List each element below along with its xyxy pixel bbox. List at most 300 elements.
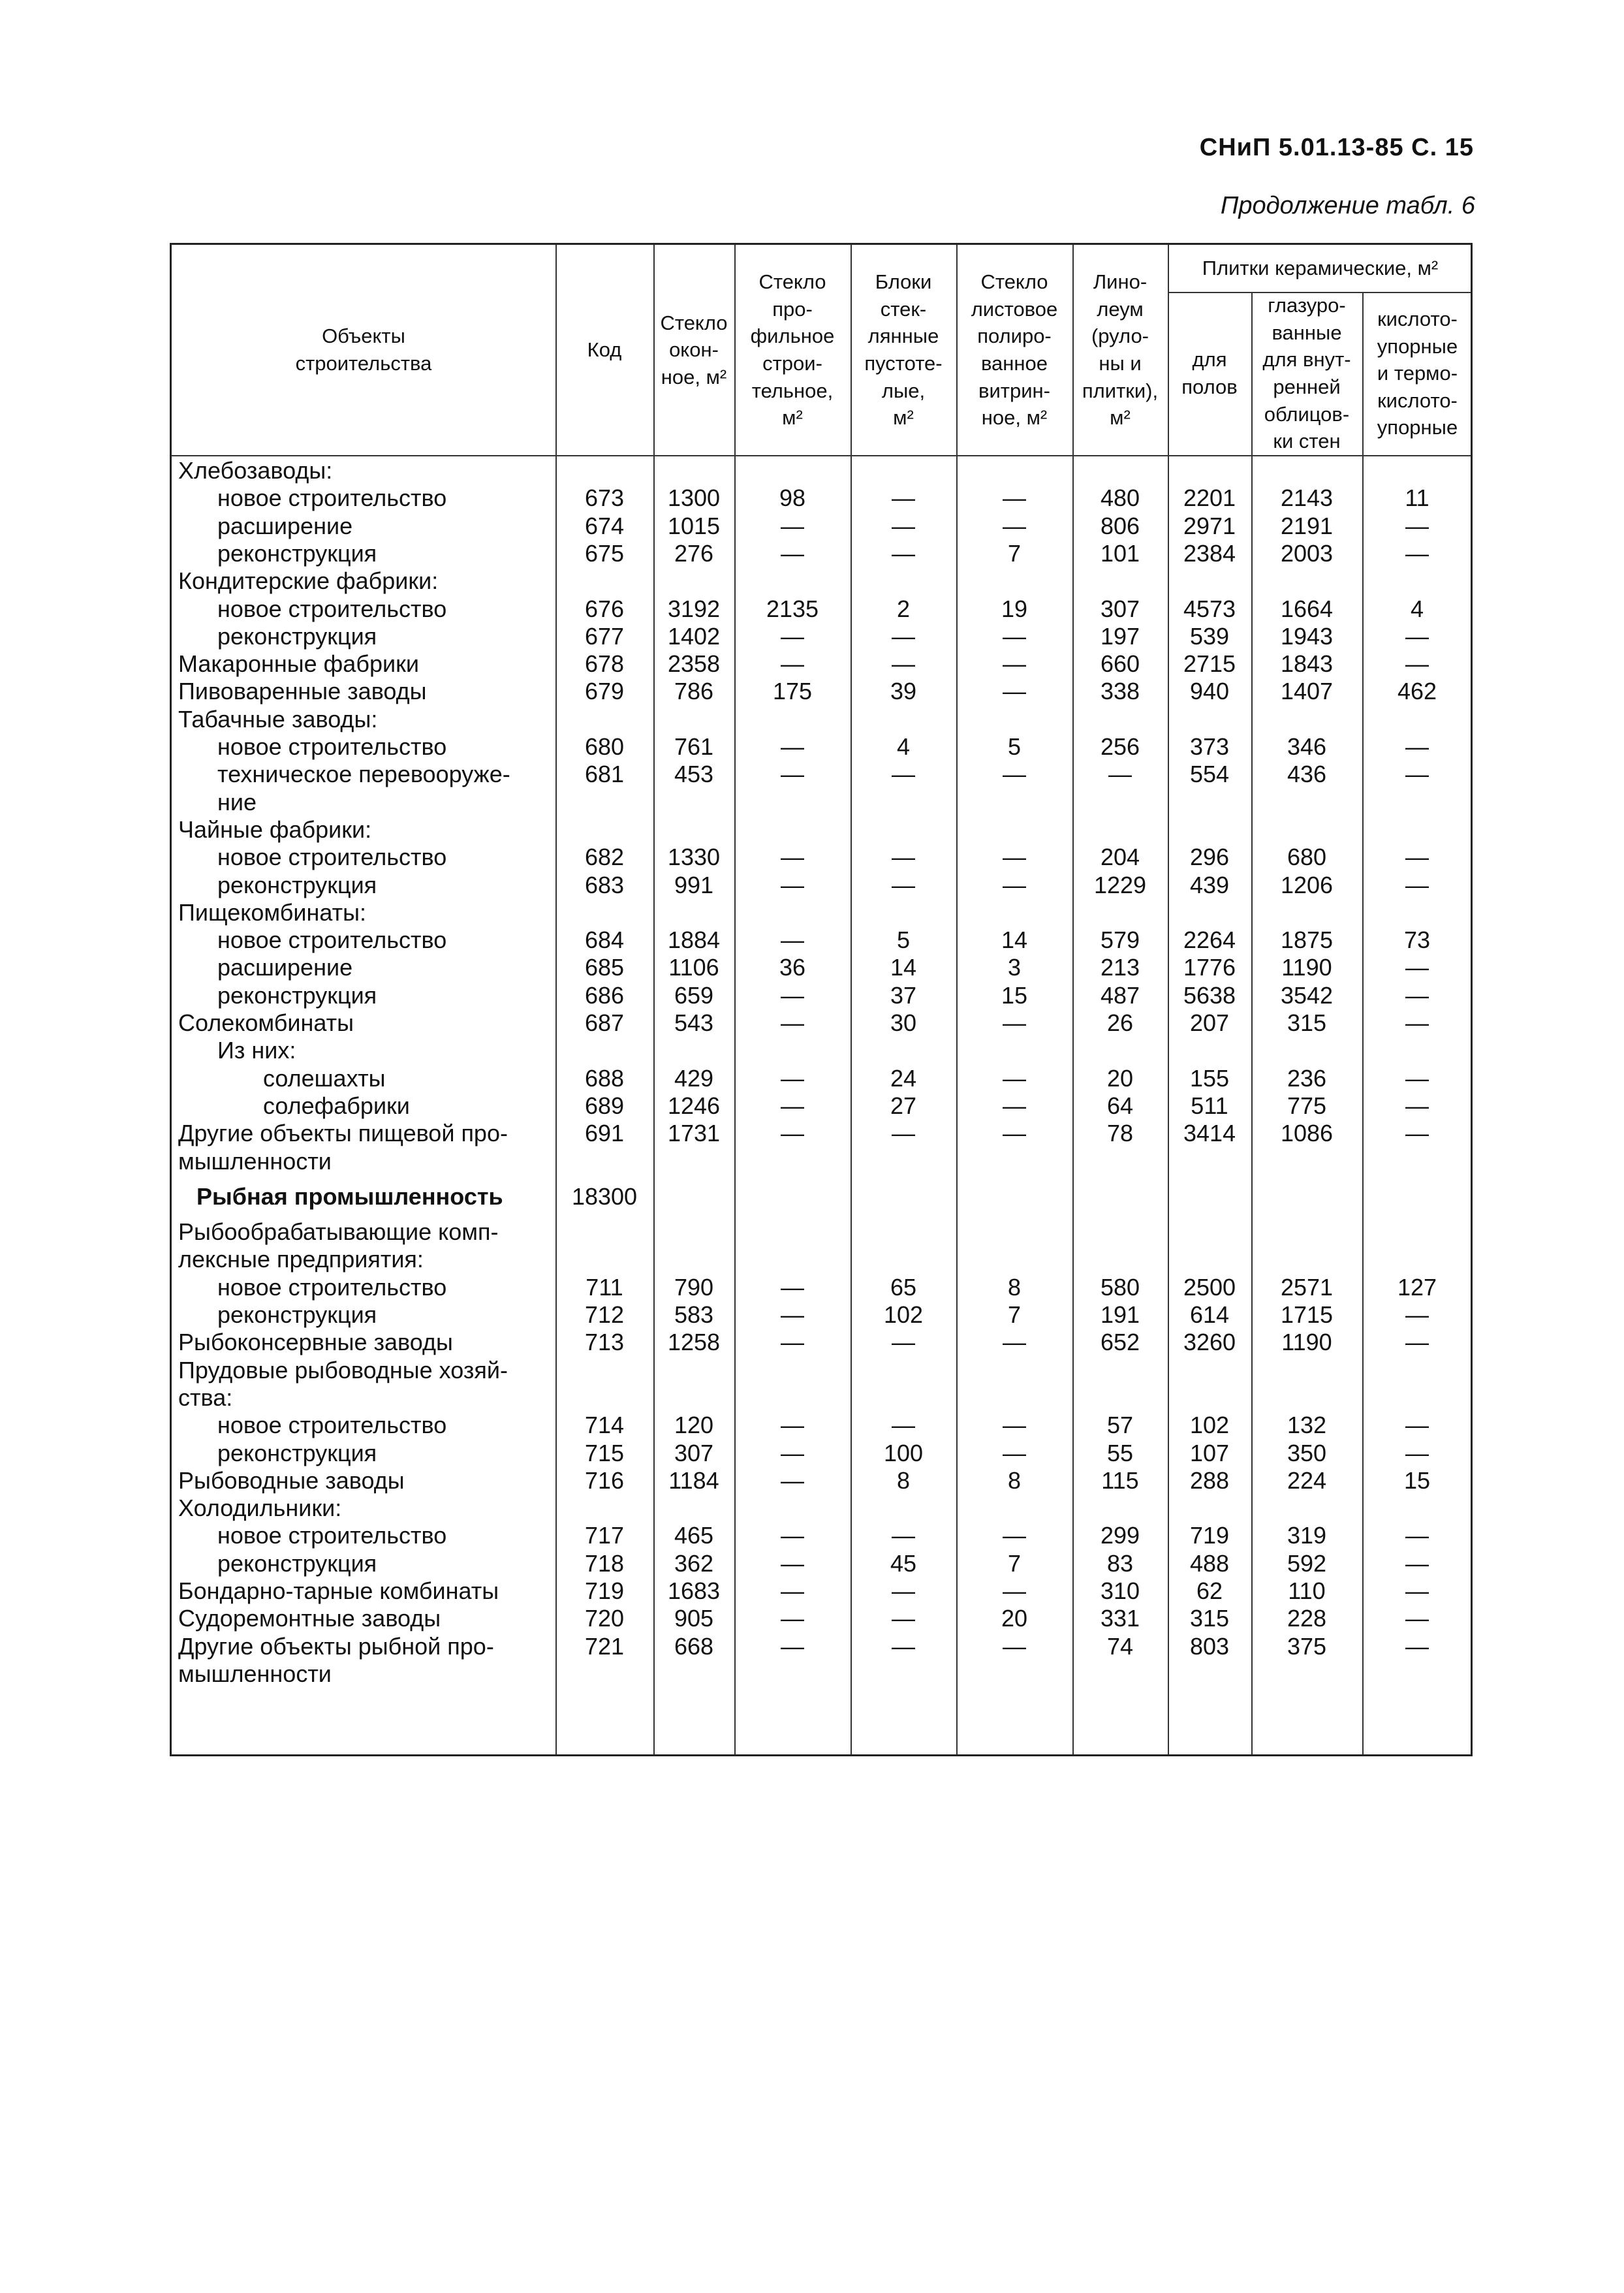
row-value: — <box>1405 954 1429 981</box>
row-value: 57 <box>1106 1412 1134 1439</box>
row-value: 15 <box>1403 1466 1431 1494</box>
row-label: ние <box>217 788 257 815</box>
row-value: 373 <box>1189 733 1230 760</box>
row-value: 26 <box>1106 1009 1134 1036</box>
header-glass-profile: Стекло про- фильное строи- тельное, м² <box>750 270 835 430</box>
table-row <box>172 1412 1471 1439</box>
row-value: 2003 <box>1280 539 1334 567</box>
row-value: 27 <box>890 1092 917 1119</box>
row-value: — <box>781 1412 804 1439</box>
row-value: 8 <box>896 1466 911 1494</box>
row-value: — <box>1405 1092 1429 1119</box>
row-value: 315 <box>1287 1009 1327 1036</box>
row-code: 714 <box>584 1412 625 1439</box>
row-code: 683 <box>584 871 625 898</box>
row-value: 102 <box>1189 1412 1230 1439</box>
row-value: — <box>1003 1009 1026 1036</box>
table-row <box>172 1183 1471 1210</box>
row-value: 1875 <box>1280 926 1334 954</box>
row-label: Пивоваренные заводы <box>178 678 427 705</box>
row-value: 14 <box>1001 926 1028 954</box>
row-code: 682 <box>584 844 625 871</box>
row-value: — <box>1003 761 1026 788</box>
row-value: — <box>1405 1064 1429 1092</box>
row-value: 98 <box>779 484 806 512</box>
table-row <box>172 789 1471 816</box>
row-code: 717 <box>584 1522 625 1549</box>
row-value: — <box>1405 1632 1429 1660</box>
table-row <box>172 1577 1471 1605</box>
table-row <box>172 1274 1471 1301</box>
row-value: — <box>1405 844 1429 871</box>
row-value: 3 <box>1007 954 1022 981</box>
row-value: 806 <box>1100 512 1140 539</box>
row-value: 453 <box>674 761 714 788</box>
table-row <box>172 540 1471 567</box>
row-label: Рыбоконсервные заводы <box>178 1329 453 1356</box>
row-value: — <box>781 1120 804 1147</box>
row-value: — <box>781 1549 804 1577</box>
row-value: 1884 <box>667 926 721 954</box>
row-value: 132 <box>1287 1412 1327 1439</box>
row-code: 677 <box>584 622 625 650</box>
row-value: 659 <box>674 981 714 1009</box>
row-value: 465 <box>674 1522 714 1549</box>
row-value: 2264 <box>1183 926 1236 954</box>
row-value: — <box>781 844 804 871</box>
row-value: 319 <box>1287 1522 1327 1549</box>
table-row <box>172 1605 1471 1632</box>
table-row <box>172 816 1471 844</box>
row-value: 8 <box>1007 1466 1022 1494</box>
row-value: 7 <box>1007 1549 1022 1577</box>
row-label: мышленности <box>178 1147 332 1175</box>
row-label: новое строительство <box>217 1522 447 1549</box>
row-value: 4 <box>896 733 911 760</box>
table-row <box>172 899 1471 926</box>
row-value: 20 <box>1001 1605 1028 1632</box>
row-label: Судоремонтные заводы <box>178 1605 441 1632</box>
row-value: 1086 <box>1280 1120 1334 1147</box>
row-value: — <box>781 761 804 788</box>
row-value: 175 <box>772 678 813 705</box>
row-value: 991 <box>674 871 714 898</box>
row-code: 687 <box>584 1009 625 1036</box>
row-value: — <box>892 1522 915 1549</box>
row-value: 3192 <box>667 595 721 622</box>
row-value: 224 <box>1287 1466 1327 1494</box>
row-value: 1943 <box>1280 622 1334 650</box>
row-value: — <box>781 1092 804 1119</box>
row-label: солефабрики <box>263 1092 410 1119</box>
row-value: 299 <box>1100 1522 1140 1549</box>
row-value: 7 <box>1007 1301 1022 1328</box>
row-value: 74 <box>1106 1632 1134 1660</box>
row-label: Пищекомбинаты: <box>178 898 366 926</box>
row-value: 115 <box>1101 1466 1139 1494</box>
row-value: 55 <box>1106 1439 1134 1466</box>
row-value: 614 <box>1189 1301 1230 1328</box>
table-row <box>172 954 1471 981</box>
row-label: новое строительство <box>217 1273 447 1301</box>
row-value: 660 <box>1100 650 1140 678</box>
table-row <box>172 1065 1471 1092</box>
header-divider <box>172 455 1471 456</box>
row-code: 680 <box>584 733 625 760</box>
row-value: — <box>1405 1301 1429 1328</box>
table-row <box>172 1660 1471 1688</box>
row-value: — <box>892 539 915 567</box>
row-value: — <box>892 1605 915 1632</box>
row-value: 204 <box>1100 844 1140 871</box>
row-value: — <box>1003 844 1026 871</box>
row-value: 5638 <box>1183 981 1236 1009</box>
row-value: — <box>892 512 915 539</box>
row-value: — <box>1003 1092 1026 1119</box>
row-code: 681 <box>584 761 625 788</box>
header-objects: Объекты строительства <box>295 324 432 375</box>
row-value: 213 <box>1100 954 1140 981</box>
row-value: 2971 <box>1183 512 1236 539</box>
row-value: 761 <box>674 733 714 760</box>
row-value: — <box>1405 650 1429 678</box>
row-value: — <box>892 1577 915 1604</box>
table-row <box>172 484 1471 512</box>
row-value: 4573 <box>1183 595 1236 622</box>
row-value: 1106 <box>668 954 719 981</box>
row-value: 790 <box>674 1273 714 1301</box>
row-label: новое строительство <box>217 484 447 512</box>
row-value: — <box>1405 622 1429 650</box>
table-row <box>172 513 1471 540</box>
row-label: новое строительство <box>217 844 447 871</box>
page-reference: СНиП 5.01.13-85 С. 15 <box>1199 134 1474 161</box>
row-value: — <box>1405 871 1429 898</box>
row-value: — <box>892 650 915 678</box>
row-label: реконструкция <box>217 1439 377 1466</box>
row-label: солешахты <box>263 1064 386 1092</box>
row-value: 1184 <box>668 1466 719 1494</box>
row-value: 803 <box>1189 1632 1230 1660</box>
row-value: 1246 <box>667 1092 721 1119</box>
row-code: 678 <box>584 650 625 678</box>
row-value: 8 <box>1007 1273 1022 1301</box>
row-label: Рыбообрабатывающие комп- <box>178 1218 499 1246</box>
table-row <box>172 457 1471 484</box>
row-value: — <box>781 733 804 760</box>
row-value: 592 <box>1287 1549 1327 1577</box>
row-value: 37 <box>890 981 917 1009</box>
row-value: 2500 <box>1183 1273 1236 1301</box>
row-value: 110 <box>1288 1577 1326 1604</box>
row-value: 2571 <box>1280 1273 1334 1301</box>
row-value: 362 <box>674 1549 714 1577</box>
row-value: 228 <box>1287 1605 1327 1632</box>
row-value: 1190 <box>1281 1329 1332 1356</box>
table-row <box>172 706 1471 733</box>
row-label: Табачные заводы: <box>178 705 378 733</box>
row-value: — <box>1003 1120 1026 1147</box>
row-label: Хлебозаводы: <box>178 457 333 484</box>
table-row <box>172 1246 1471 1273</box>
row-label: Из них: <box>217 1037 296 1064</box>
row-value: — <box>1405 981 1429 1009</box>
row-value: — <box>1405 1549 1429 1577</box>
row-label: расширение <box>217 954 353 981</box>
row-value: — <box>1003 871 1026 898</box>
row-value: — <box>892 1120 915 1147</box>
table-row <box>172 1494 1471 1522</box>
row-label: лексные предприятия: <box>178 1246 424 1273</box>
row-value: 1843 <box>1280 650 1334 678</box>
row-value: — <box>1003 484 1026 512</box>
row-value: — <box>781 1439 804 1466</box>
row-value: 539 <box>1189 622 1230 650</box>
row-value: — <box>1405 1120 1429 1147</box>
row-label: новое строительство <box>217 1412 447 1439</box>
row-value: — <box>1003 1439 1026 1466</box>
row-label: Прудовые рыбоводные хозяй- <box>178 1356 508 1384</box>
table-row <box>172 1009 1471 1037</box>
row-value: — <box>1405 1329 1429 1356</box>
row-value: 107 <box>1189 1439 1230 1466</box>
row-value: — <box>1003 1632 1026 1660</box>
row-value: 786 <box>674 678 714 705</box>
table-row <box>172 1218 1471 1246</box>
data-table <box>170 243 1473 1756</box>
row-code: 684 <box>584 926 625 954</box>
row-value: — <box>781 926 804 954</box>
row-value: 36 <box>779 954 806 981</box>
row-code: 711 <box>586 1273 623 1301</box>
row-value: — <box>1405 512 1429 539</box>
row-value: — <box>1405 761 1429 788</box>
row-value: 1229 <box>1093 871 1147 898</box>
row-value: 1683 <box>667 1577 721 1604</box>
row-value: 429 <box>674 1064 714 1092</box>
row-value: 73 <box>1403 926 1431 954</box>
row-value: — <box>892 1329 915 1356</box>
row-value: — <box>1405 1605 1429 1632</box>
row-code: 688 <box>584 1064 625 1092</box>
row-value: — <box>781 1064 804 1092</box>
row-value: 307 <box>1100 595 1140 622</box>
row-value: 4 <box>1410 595 1424 622</box>
row-value: 120 <box>674 1412 714 1439</box>
row-code: 686 <box>584 981 625 1009</box>
row-value: — <box>781 871 804 898</box>
row-value: — <box>1003 622 1026 650</box>
row-value: 15 <box>1001 981 1028 1009</box>
table-row <box>172 1120 1471 1147</box>
row-label: реконструкция <box>217 539 377 567</box>
row-label: Чайные фабрики: <box>178 815 372 843</box>
row-value: — <box>781 1329 804 1356</box>
row-value: 462 <box>1397 678 1437 705</box>
table-row <box>172 1357 1471 1384</box>
row-value: — <box>781 1466 804 1494</box>
header-tiles-floor: для полов <box>1181 348 1238 398</box>
row-value: 652 <box>1100 1329 1140 1356</box>
row-value: 288 <box>1189 1466 1230 1494</box>
row-label: реконструкция <box>217 981 377 1009</box>
row-value: — <box>1405 1577 1429 1604</box>
row-value: — <box>892 622 915 650</box>
row-code: 713 <box>584 1329 625 1356</box>
row-value: 680 <box>1287 844 1327 871</box>
row-value: 307 <box>674 1439 714 1466</box>
table-row <box>172 1037 1471 1064</box>
row-value: 19 <box>1001 595 1028 622</box>
row-value: — <box>781 981 804 1009</box>
table-row <box>172 678 1471 705</box>
row-code: 685 <box>584 954 625 981</box>
row-label: Другие объекты рыбной про- <box>178 1632 494 1660</box>
row-value: — <box>781 539 804 567</box>
row-value: 668 <box>674 1632 714 1660</box>
row-value: 439 <box>1189 871 1230 898</box>
row-value: 64 <box>1106 1092 1134 1119</box>
table-row <box>172 1329 1471 1356</box>
table-row <box>172 1440 1471 1467</box>
table-caption: Продолжение табл. 6 <box>1220 192 1475 219</box>
table-row <box>172 623 1471 650</box>
row-label: реконструкция <box>217 1549 377 1577</box>
row-code: 716 <box>584 1466 625 1494</box>
header-tiles-acid: кислото- упорные и термо- кислото- упорные <box>1377 308 1458 439</box>
row-value: 775 <box>1287 1092 1327 1119</box>
row-code: 721 <box>584 1632 625 1660</box>
row-value: 905 <box>674 1605 714 1632</box>
row-value: 207 <box>1189 1009 1230 1036</box>
row-value: — <box>781 1009 804 1036</box>
row-code: 718 <box>584 1549 625 1577</box>
row-code: 691 <box>584 1120 625 1147</box>
row-code: 18300 <box>571 1182 638 1210</box>
row-code: 720 <box>584 1605 625 1632</box>
row-value: 1402 <box>667 622 721 650</box>
row-value: 511 <box>1191 1092 1228 1119</box>
row-value: — <box>892 761 915 788</box>
row-value: — <box>781 1605 804 1632</box>
header-linoleum: Лино- леум (руло- ны и плитки), м² <box>1082 270 1159 430</box>
row-code: 673 <box>584 484 625 512</box>
row-value: 7 <box>1007 539 1022 567</box>
row-label: техническое перевооруже- <box>217 761 510 788</box>
row-value: — <box>1405 733 1429 760</box>
row-value: 102 <box>883 1301 924 1328</box>
row-value: 39 <box>890 678 917 705</box>
header-glass-sheet: Стекло листовое полиро- ванное витрин- ное, м² <box>971 270 1058 430</box>
row-value: 256 <box>1100 733 1140 760</box>
row-label: Солекомбинаты <box>178 1009 354 1036</box>
row-value: 436 <box>1287 761 1327 788</box>
row-code: 676 <box>584 595 625 622</box>
row-value: 310 <box>1100 1577 1140 1604</box>
row-value: 14 <box>890 954 917 981</box>
table-row <box>172 733 1471 761</box>
table-row <box>172 1148 1471 1175</box>
row-value: — <box>781 1522 804 1549</box>
row-value: 2715 <box>1183 650 1236 678</box>
row-value: 350 <box>1287 1439 1327 1466</box>
row-value: 315 <box>1189 1605 1230 1632</box>
row-code: 712 <box>584 1301 625 1328</box>
row-value: — <box>781 622 804 650</box>
row-value: 331 <box>1100 1605 1140 1632</box>
header-glass-window: Стекло окон- ное, м² <box>660 311 728 388</box>
row-value: — <box>1003 1064 1026 1092</box>
header-tiles-group: Плитки керамические, м² <box>1202 257 1439 280</box>
row-value: — <box>781 1632 804 1660</box>
row-value: 580 <box>1100 1273 1140 1301</box>
row-value: — <box>1003 1577 1026 1604</box>
row-value: 1330 <box>667 844 721 871</box>
row-value: — <box>1003 512 1026 539</box>
row-value: — <box>1405 1439 1429 1466</box>
header-glass-blocks: Блоки стек- лянные пустоте- лые, м² <box>864 270 943 430</box>
row-value: 554 <box>1189 761 1230 788</box>
row-value: — <box>1108 761 1132 788</box>
row-label: Другие объекты пищевой про- <box>178 1120 508 1147</box>
header-code: Код <box>587 338 622 362</box>
row-value: 20 <box>1106 1064 1134 1092</box>
row-code: 715 <box>584 1439 625 1466</box>
row-value: 296 <box>1189 844 1230 871</box>
row-code: 675 <box>584 539 625 567</box>
row-value: 583 <box>674 1301 714 1328</box>
row-label: Бондарно-тарные комбинаты <box>178 1577 499 1604</box>
row-value: 65 <box>890 1273 917 1301</box>
row-code: 674 <box>584 512 625 539</box>
row-code: 689 <box>584 1092 625 1119</box>
row-value: — <box>1405 539 1429 567</box>
row-value: 100 <box>883 1439 924 1466</box>
row-code: 679 <box>584 678 625 705</box>
row-value: 101 <box>1100 539 1140 567</box>
row-label: Холодильники: <box>178 1494 342 1522</box>
table-row <box>172 1384 1471 1412</box>
row-value: 579 <box>1100 926 1140 954</box>
row-value: — <box>892 484 915 512</box>
row-label: реконструкция <box>217 622 377 650</box>
row-label: Макаронные фабрики <box>178 650 419 678</box>
row-label: реконструкция <box>217 871 377 898</box>
row-value: 346 <box>1287 733 1327 760</box>
row-value: 78 <box>1106 1120 1134 1147</box>
table-row <box>172 1550 1471 1577</box>
row-value: 543 <box>674 1009 714 1036</box>
row-label: Кондитерские фабрики: <box>178 567 439 595</box>
row-value: 5 <box>896 926 911 954</box>
row-value: 2 <box>896 595 911 622</box>
row-value: 236 <box>1287 1064 1327 1092</box>
row-value: 1015 <box>667 512 721 539</box>
row-value: 2201 <box>1183 484 1236 512</box>
table-row <box>172 595 1471 623</box>
table-row <box>172 872 1471 899</box>
row-value: 1190 <box>1281 954 1332 981</box>
row-value: — <box>781 1273 804 1301</box>
row-value: — <box>1003 650 1026 678</box>
row-value: — <box>781 1577 804 1604</box>
row-label: ства: <box>178 1384 233 1411</box>
row-value: 487 <box>1100 981 1140 1009</box>
row-value: 2143 <box>1280 484 1334 512</box>
row-label: реконструкция <box>217 1301 377 1328</box>
row-value: — <box>1003 1522 1026 1549</box>
row-value: — <box>892 1412 915 1439</box>
